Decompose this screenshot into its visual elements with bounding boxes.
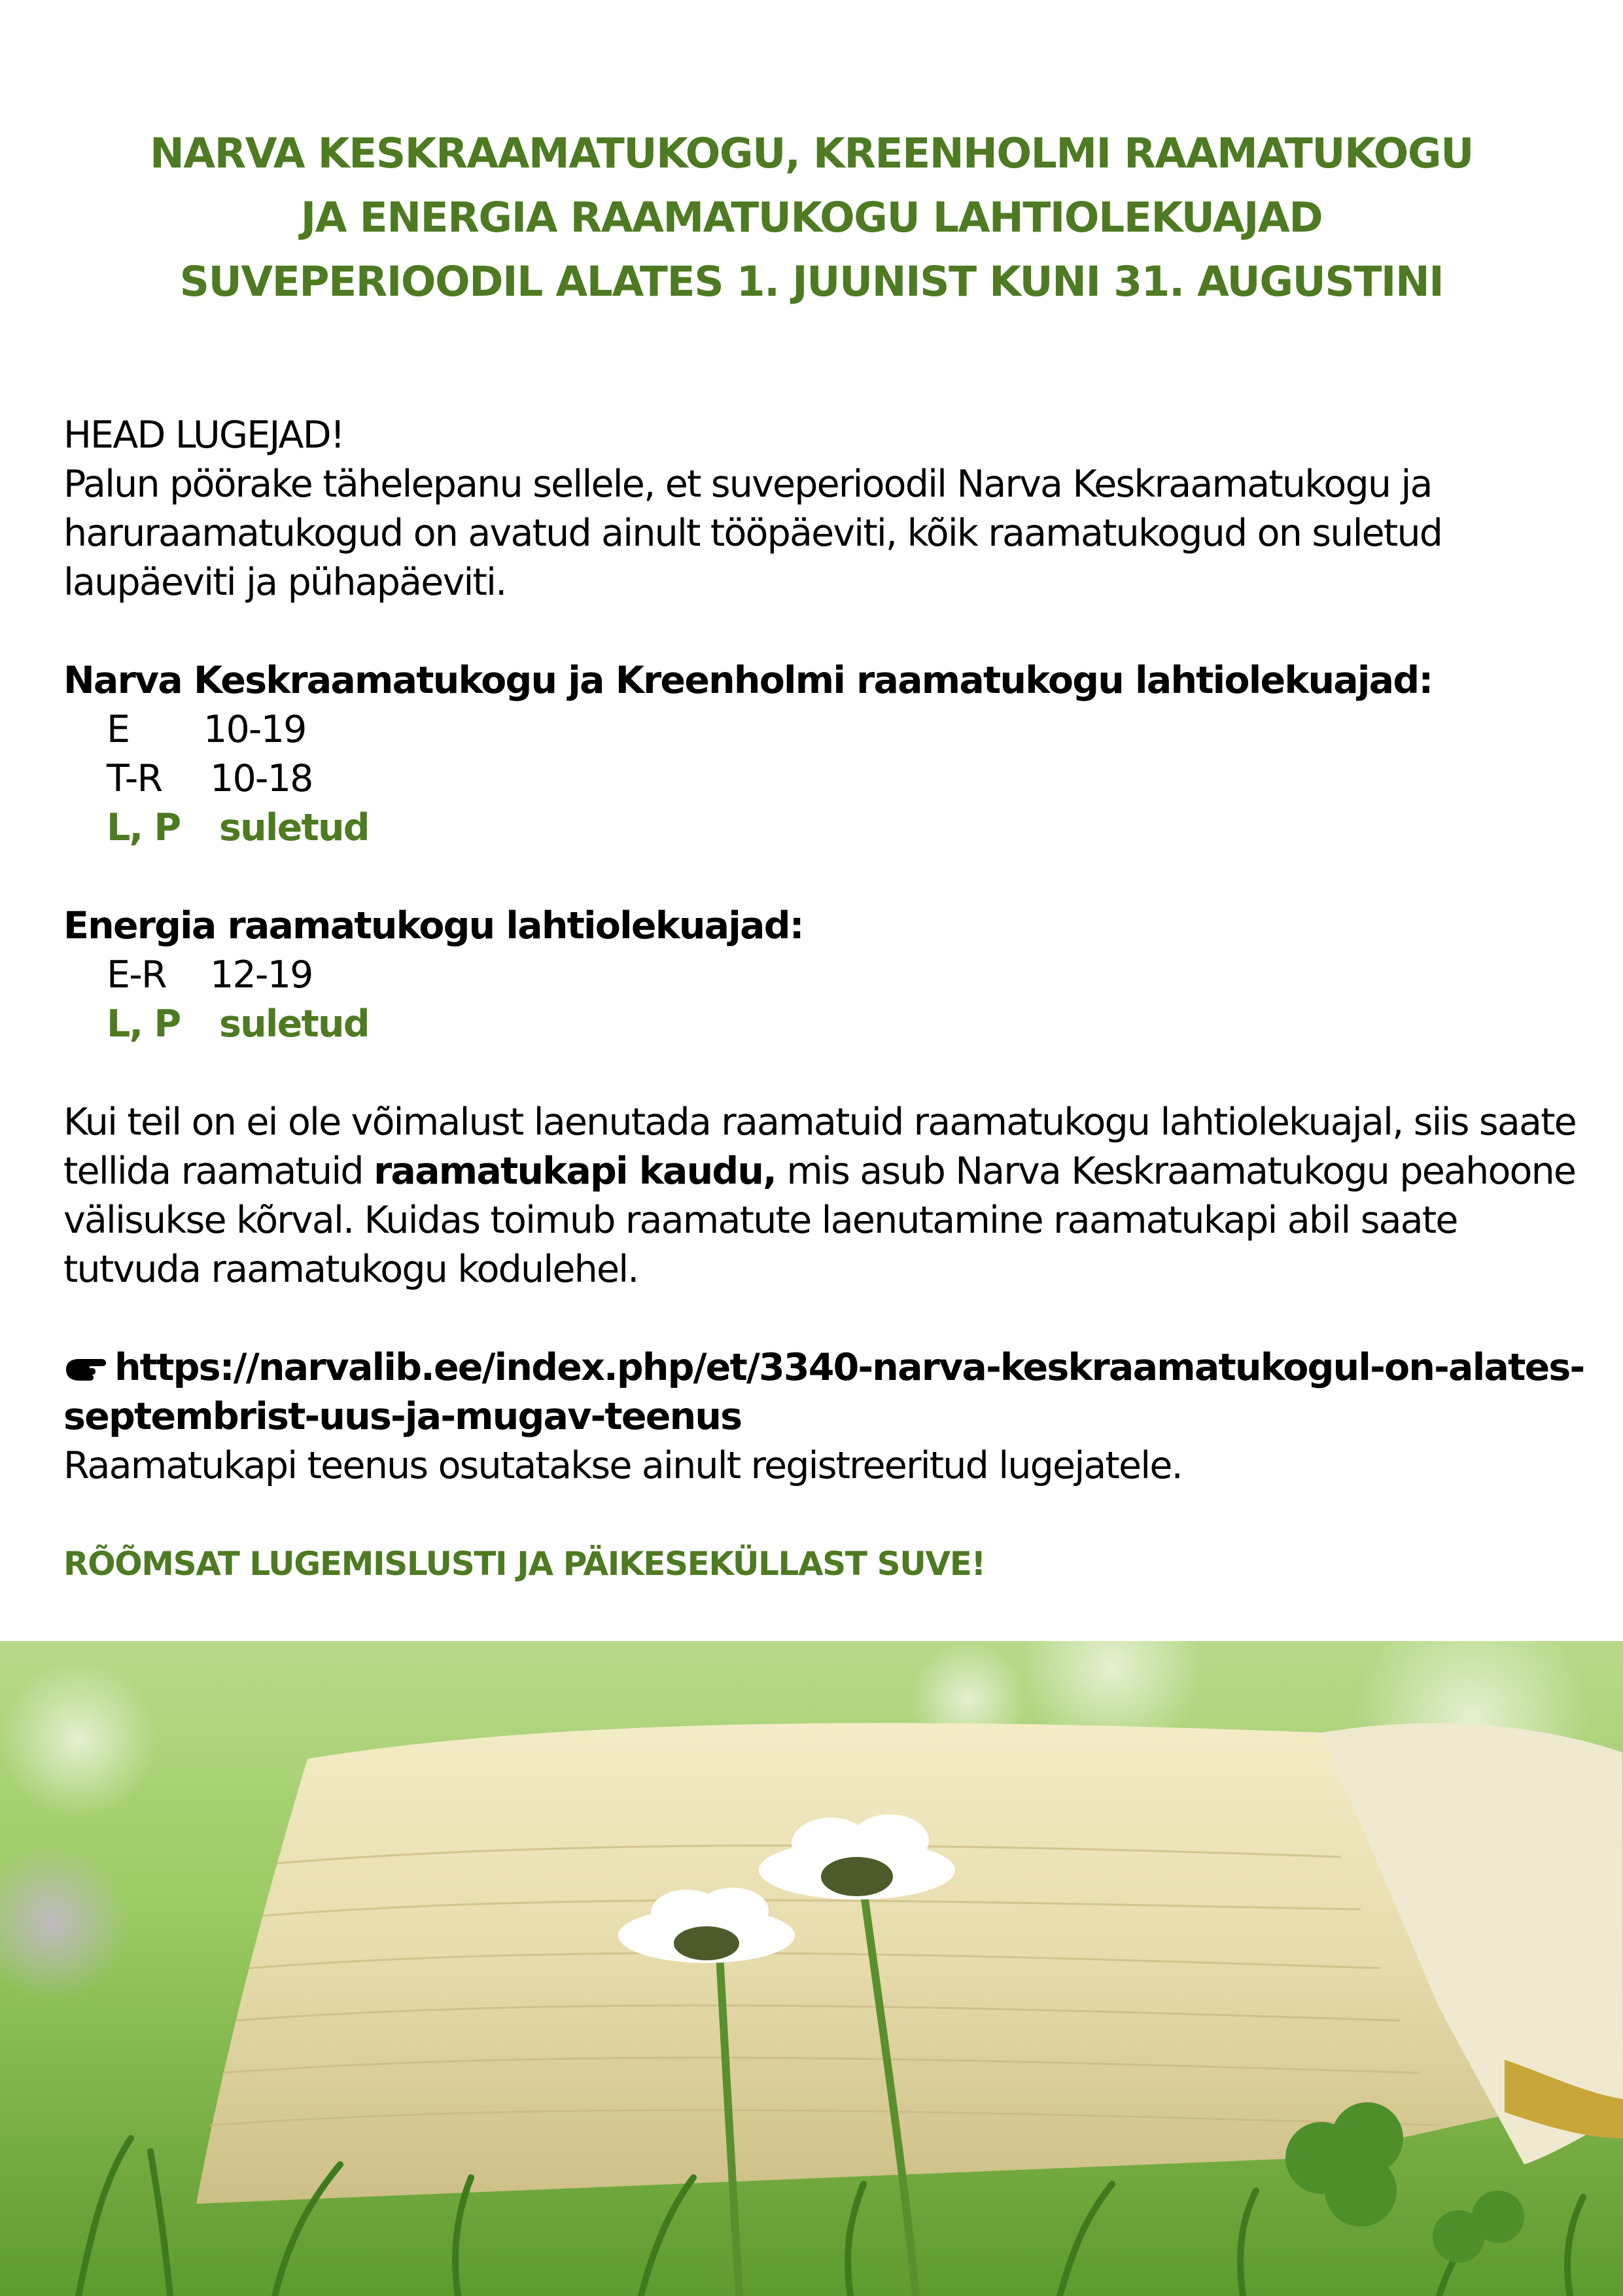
book-and-daisies-illustration xyxy=(0,1641,1623,2296)
book-and-daisies-photo xyxy=(0,1641,1623,2296)
central-hours-heading: Narva Keskraamatukogu ja Kreenholmi raamatukogu lahtiolekuajad: xyxy=(63,659,1433,702)
hours-row-closed xyxy=(107,1000,1588,1049)
registered-readers-note: Raamatukapi teenus osutatakse ainult registreeritud lugejatele. xyxy=(63,1444,1182,1487)
energia-hours-heading: Energia raamatukogu lahtiolekuajad: xyxy=(63,904,803,947)
hours-row xyxy=(107,705,1588,754)
title-line-2: JA ENERGIA RAAMATUKOGU LAHTIOLEKUAJAD xyxy=(300,194,1323,241)
hours-days: E-R xyxy=(107,953,166,997)
hours-time: 10-19 xyxy=(203,708,306,751)
bookcase-text-after: mis asub Narva Keskraamatukogu peahoone välisukse kõrval. Kuidas toimub raamatute laenutamine raamatukapi abil saate tutvuda raamatukogu kodulehel. xyxy=(63,1150,1576,1291)
closing-greeting: RÕÕMSAT LUGEMISLUSTI JA PÄIKESEKÜLLAST SUVE! xyxy=(63,1545,985,1583)
hours-time: 10-18 xyxy=(210,757,313,800)
document-title xyxy=(0,122,1623,314)
hours-row xyxy=(107,754,1588,804)
pointing-hand-icon xyxy=(63,1356,107,1383)
hours-row xyxy=(107,951,1588,1000)
hours-days: L, P xyxy=(107,806,181,849)
hours-time: suletud xyxy=(219,806,369,849)
hours-time: suletud xyxy=(219,1002,369,1046)
intro-paragraph: Palun pöörake tähelepanu sellele, et suveperioodil Narva Keskraamatukogu ja haruraamatukogud on avatud ainult tööpäeviti, kõik raamatukogud on suletud laupäeviti ja pühapäeviti. xyxy=(63,463,1442,604)
document-body xyxy=(63,411,1588,1589)
greeting: HEAD LUGEJAD! xyxy=(63,414,344,457)
hours-days: T-R xyxy=(107,757,162,800)
hours-row-closed xyxy=(107,804,1588,853)
title-line-1: NARVA KESKRAAMATUKOGU, KREENHOLMI RAAMATUKOGU xyxy=(150,130,1473,177)
hours-time: 12-19 xyxy=(210,953,313,997)
hours-days: E xyxy=(107,708,130,751)
bookcase-text-before: Kui teil on ei ole võimalust laenutada raamatuid raamatukogu lahtiolekuajal, siis saate tellida raamatuid xyxy=(63,1101,1576,1193)
narvalib-link[interactable]: https://narvalib.ee/index.php/et/3340-narva-keskraamatukogul-on-alates-septembrist-uus-ja-mugav-teenus xyxy=(63,1346,1584,1438)
info-link-line xyxy=(63,1343,1588,1441)
hours-days: L, P xyxy=(107,1002,181,1046)
title-line-3: SUVEPERIOODIL ALATES 1. JUUNIST KUNI 31. AUGUSTINI xyxy=(179,258,1444,306)
bookcase-paragraph xyxy=(63,1098,1588,1294)
bookcase-text-bold: raamatukapi kaudu, xyxy=(374,1150,776,1193)
